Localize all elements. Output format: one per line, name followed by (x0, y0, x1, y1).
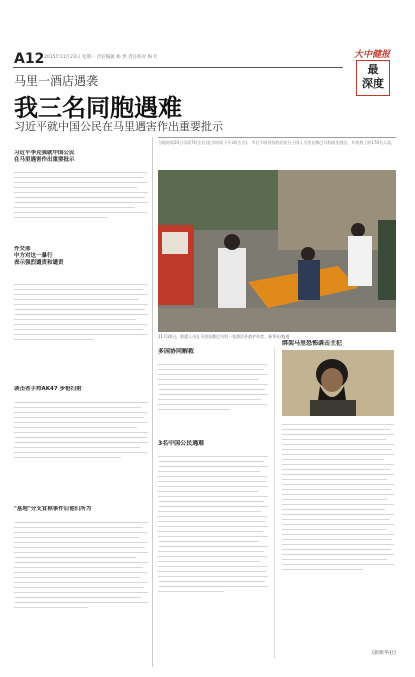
left-section-2-title: 外交部 中方对这一暴行 表示强烈谴责和谴责 (14, 246, 64, 266)
main-photo (158, 170, 396, 332)
column-label: 最 深度 (362, 63, 384, 90)
main-photo-caption: 11月20日，救援人员在马里首都巴马科一家酒店外救护伤者。新华社/路透 (158, 334, 290, 339)
left-section-2-body (14, 280, 148, 376)
suspect-portrait-illustration (282, 350, 394, 416)
left-section-4-title: "基地"分支宣称事件后他们所为 (14, 506, 92, 512)
left-section-1-body (14, 168, 148, 240)
lead-box (158, 137, 396, 170)
lead-text: 当地时间20日早晨7时左右(北京时间下午3时左右)，多名不明身份的武装分子闯入马里首都巴马科丽笙酒店，并劫持了约170名人质。 (158, 140, 395, 145)
left-section-3-body (14, 398, 148, 498)
mid-section-2-body (158, 452, 268, 662)
rescue-scene-illustration (158, 170, 396, 332)
headline-kicker: 马里一酒店遇袭 (14, 74, 99, 88)
header-rule (13, 67, 343, 68)
signature: (据新华社) (372, 650, 396, 656)
mid-section-1-title: 多国协同解救 (158, 348, 195, 355)
left-section-4-body (14, 518, 148, 658)
page-number: A12 (14, 51, 45, 67)
right-section-body (282, 420, 394, 646)
headline-sub: 习近平就中国公民在马里遇害作出重要批示 (14, 120, 223, 133)
header-date-line: 2015年11月23日 星期一 责任编辑 杨 然 责任校对 梅 红 (44, 55, 158, 60)
left-section-3-title: 袭击者手持AK47 步枪扫射 (14, 386, 82, 392)
left-section-1-title: 习近平李克强就中国公民 在马里遇害作出重要批示 (14, 150, 75, 163)
mid-section-3-body (274, 348, 275, 658)
right-section-title: 绑架马里恐怖袭击主犯 (282, 340, 343, 347)
left-column-rule (152, 137, 153, 667)
mid-section-2-title: 3名中国公民遇难 (158, 440, 205, 447)
headline-main: 我三名同胞遇难 (14, 94, 182, 122)
mid-section-1-body (158, 360, 268, 436)
suspect-photo (282, 350, 394, 416)
brand-logo: 大中健报 (354, 50, 391, 60)
